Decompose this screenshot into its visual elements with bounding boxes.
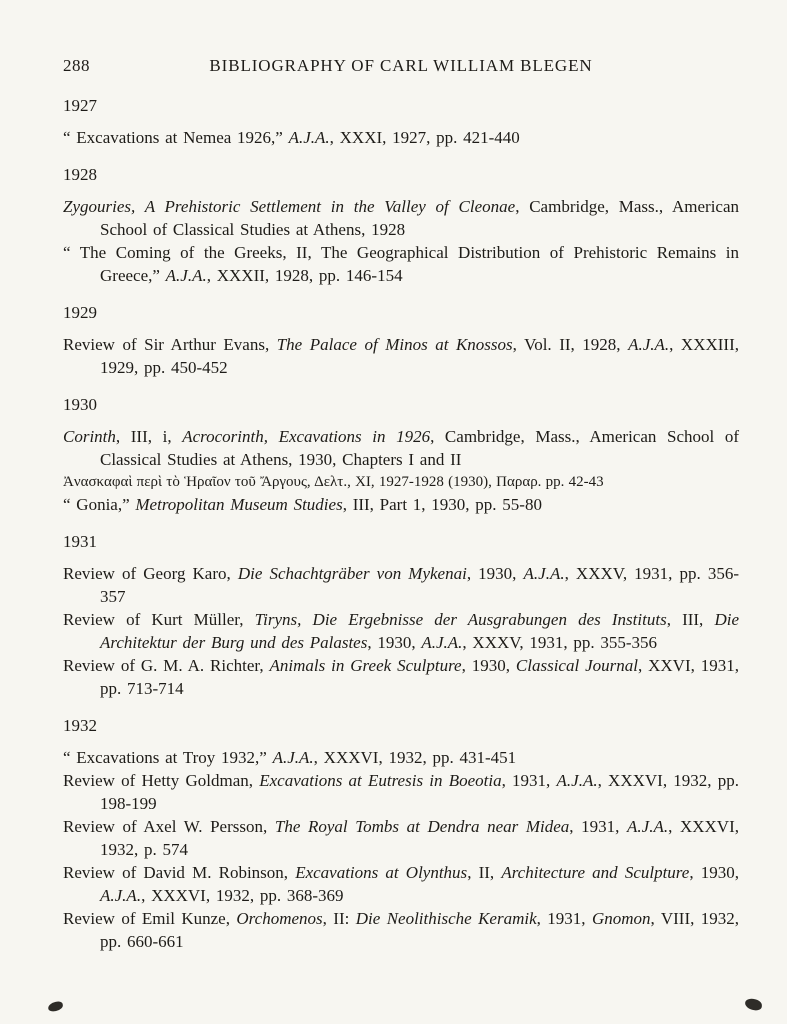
- bibliography-entry: [63, 861, 739, 907]
- entry-text-italic: Gnomon: [591, 909, 651, 928]
- entry-text: Review of G. M. A. Richter,: [63, 656, 270, 675]
- entry-text: “ Excavations at Troy 1932,”: [63, 748, 273, 767]
- bibliography-entry: [63, 493, 739, 516]
- entry-text: , III, Part 1, 1930, pp. 55-80: [342, 495, 542, 514]
- entry-text: , Cambridge, Mass., American School of Classical Studies at Athens, 1930, Chapters I and II: [100, 427, 739, 469]
- year-section-1929: [63, 301, 739, 379]
- entry-text: , 1931,: [501, 771, 557, 790]
- bibliography-entry: [63, 126, 739, 149]
- entry-text: , II,: [467, 863, 502, 882]
- year-section-1930: [63, 393, 739, 516]
- entry-text-italic: A.J.A.: [523, 564, 565, 583]
- year-heading: 1929: [63, 303, 97, 322]
- bibliography-entry: [63, 562, 739, 608]
- document-page: [63, 56, 739, 953]
- bibliography-entry: [63, 195, 739, 241]
- page-title: BIBLIOGRAPHY OF CARL WILLIAM BLEGEN: [209, 56, 593, 75]
- scan-artifact-bottom-left: [47, 1001, 64, 1013]
- entry-text: Review of Emil Kunze,: [63, 909, 237, 928]
- bibliography-entry: [63, 333, 739, 379]
- bibliography-sections: [63, 94, 739, 953]
- entry-text-italic: The Palace of Minos at Knossos: [276, 335, 513, 354]
- entry-text: , 1931,: [536, 909, 592, 928]
- entry-text-italic: Metropolitan Museum Studies: [135, 495, 343, 514]
- year-heading: 1930: [63, 395, 97, 414]
- entry-text: Review of Hetty Goldman,: [63, 771, 260, 790]
- entry-text: , XXVI, 1931, pp. 713-714: [100, 656, 740, 698]
- entry-text-italic: Zygouries, A Prehistoric Settlement in the Valley of Cleonae: [63, 197, 516, 216]
- entry-text: Review of David M. Robinson,: [63, 863, 296, 882]
- entry-text-italic: A.J.A.: [100, 886, 142, 905]
- entry-text-italic: Classical Journal: [515, 656, 638, 675]
- bibliography-entry: [63, 425, 739, 471]
- entry-text: , XXXV, 1931, pp. 355-356: [462, 633, 657, 652]
- year-section-1931: [63, 530, 739, 700]
- entry-text: , VIII, 1932, pp. 660-661: [100, 909, 740, 951]
- entry-text-italic: Tiryns, Die Ergebnisse der Ausgrabungen des Instituts: [254, 610, 667, 629]
- entry-text: , III, i,: [115, 427, 183, 446]
- bibliography-entry: [63, 769, 739, 815]
- year-section-1928: [63, 163, 739, 287]
- entry-text: , XXXI, 1927, pp. 421-440: [329, 128, 520, 147]
- bibliography-entry: [63, 654, 739, 700]
- entry-text: , 1931,: [569, 817, 628, 836]
- bibliography-entry-greek: [63, 471, 739, 493]
- entry-text-italic: A.J.A.: [628, 335, 670, 354]
- entry-text: , III,: [666, 610, 715, 629]
- entry-text: “ Excavations at Nemea 1926,”: [63, 128, 289, 147]
- entry-text-italic: A.J.A.: [165, 266, 207, 285]
- entry-text: , Vol. II, 1928,: [512, 335, 629, 354]
- entry-text-italic: Orchomenos: [236, 909, 323, 928]
- entry-text-italic: Die Neolithische Keramik: [355, 909, 537, 928]
- bibliography-entry: [63, 815, 739, 861]
- entry-text-italic: A.J.A.: [288, 128, 330, 147]
- bibliography-entry: [63, 907, 739, 953]
- entry-text: Ἀνασκαφαὶ περὶ τὸ Ἡραῖον τοῦ Ἄργους, Δελτ., XI, 1927-1928 (1930), Παραρ. pp. 42-43: [63, 474, 604, 490]
- entry-text: , XXXVI, 1932, pp. 198-199: [100, 771, 739, 813]
- entry-text: , XXXVI, 1932, pp. 431-451: [313, 748, 517, 767]
- entry-text: , II:: [322, 909, 356, 928]
- entry-text-italic: The Royal Tombs at Dendra near Midea: [274, 817, 570, 836]
- entry-text: , 1930,: [689, 863, 739, 882]
- entry-text: Review of Georg Karo,: [63, 564, 238, 583]
- entry-text: , XXXIII, 1929, pp. 450-452: [100, 335, 739, 377]
- year-section-1927: [63, 94, 739, 149]
- entry-text: , XXXVI, 1932, p. 574: [100, 817, 739, 859]
- entry-text: , 1930,: [461, 656, 516, 675]
- entry-text-italic: Corinth: [63, 427, 116, 446]
- entry-text: “ Gonia,”: [63, 495, 136, 514]
- year-heading: 1932: [63, 716, 97, 735]
- entry-text: Review of Kurt Müller,: [63, 610, 255, 629]
- entry-text: , XXXVI, 1932, pp. 368-369: [141, 886, 344, 905]
- entry-text-italic: Architecture and Sculpture: [501, 863, 690, 882]
- year-heading: 1928: [63, 165, 97, 184]
- entry-text-italic: A.J.A.: [556, 771, 598, 790]
- entry-text: “ The Coming of the Greeks, II, The Geographical Distribution of Prehistoric Remains in Greece,”: [63, 243, 739, 285]
- entry-text-italic: Acrocorinth, Excavations in 1926: [182, 427, 431, 446]
- page-number: 288: [63, 56, 90, 75]
- bibliography-entry: [63, 608, 739, 654]
- entry-text: Review of Axel W. Persson,: [63, 817, 275, 836]
- entry-text: , Cambridge, Mass., American School of Classical Studies at Athens, 1928: [100, 197, 740, 239]
- entry-text-italic: Excavations at Olynthus: [295, 863, 468, 882]
- entry-text-italic: Animals in Greek Sculpture: [269, 656, 462, 675]
- year-heading: 1927: [63, 96, 97, 115]
- entry-text-italic: A.J.A.: [272, 748, 314, 767]
- entry-text-italic: Die Schachtgräber von Mykenai: [237, 564, 467, 583]
- entry-text-italic: Excavations at Eutresis in Boeotia: [259, 771, 502, 790]
- page-header: [63, 56, 739, 80]
- entry-text: , XXXV, 1931, pp. 356-357: [100, 564, 740, 606]
- entry-text-italic: A.J.A.: [421, 633, 463, 652]
- bibliography-entry: [63, 241, 739, 287]
- year-section-1932: [63, 714, 739, 953]
- year-heading: 1931: [63, 532, 97, 551]
- entry-text-italic: Die Architektur der Burg und des Palastes: [100, 610, 739, 652]
- entry-text: , 1930,: [466, 564, 524, 583]
- entry-text: , XXXII, 1928, pp. 146-154: [206, 266, 403, 285]
- scan-artifact-bottom-right: [744, 998, 762, 1011]
- entry-text: , 1930,: [367, 633, 422, 652]
- entry-text-italic: A.J.A.: [627, 817, 669, 836]
- entry-text: Review of Sir Arthur Evans,: [63, 335, 277, 354]
- bibliography-entry: [63, 746, 739, 769]
